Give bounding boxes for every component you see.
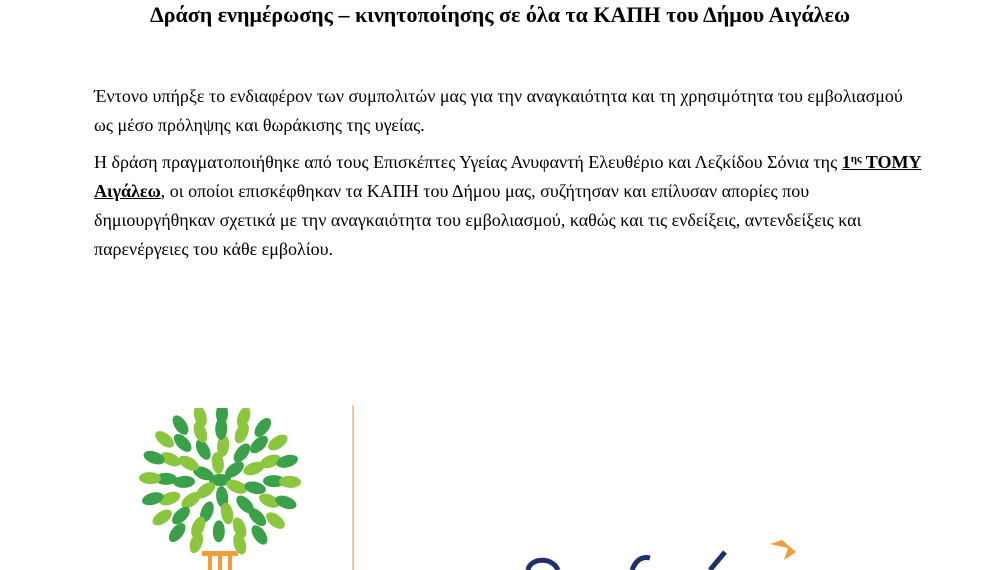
ref-name: ΤΟΜΥ Αιγάλεω bbox=[94, 152, 922, 201]
paragraph-2-rest: , οι οποίοι επισκέφθηκαν τα ΚΑΠΗ του Δήμου μας, συζήτησαν και επίλυσαν απορίες που δημιουργήθηκαν σχετικά με την αναγκαιότητα του εμβολιασμού, καθώς και τις ενδείξεις, αντενδείξεις και παρενέργειες του κάθε εμβολίου. bbox=[94, 181, 862, 259]
tree-logo-icon bbox=[120, 408, 320, 570]
leaf-shape bbox=[150, 506, 175, 528]
ref-superscript: ης bbox=[850, 153, 862, 165]
script-logo-icon bbox=[520, 530, 820, 570]
leaf-shape bbox=[230, 441, 253, 466]
page-title: Δράση ενημέρωσης – κινητοποίησης σε όλα τα ΚΑΠΗ του Δήμου Αιγάλεω bbox=[149, 2, 851, 27]
leaf-shape bbox=[275, 453, 299, 471]
article-body bbox=[94, 82, 924, 272]
leaf-shape bbox=[234, 408, 253, 430]
leaf-shape bbox=[169, 413, 191, 438]
leaf-shape bbox=[263, 509, 288, 532]
ref-number: 1 bbox=[841, 152, 851, 172]
leaf-shape bbox=[142, 448, 167, 467]
logo-divider bbox=[352, 405, 354, 570]
leaf-shape bbox=[152, 428, 177, 451]
paragraph-2 bbox=[94, 148, 924, 264]
paragraph-1: Έντονο υπήρξε το ενδιαφέρον των συμπολιτών μας για την αναγκαιότητα και τη χρησιμότητα του εμβολιασμού ως μέσο πρόληψης και θωράκισης της υγείας. bbox=[94, 86, 903, 135]
leaf-shape bbox=[248, 522, 270, 547]
leaf-shape bbox=[265, 431, 290, 453]
paragraph-2-intro: Η δράση πραγματοποιήθηκε από τους Επισκέπτες Υγείας Ανυφαντή Ελευθέριο και Λεζκίδου Σόνια της bbox=[94, 152, 842, 172]
leaf-shape bbox=[141, 490, 165, 508]
leaf-shape bbox=[213, 520, 225, 542]
column-icon bbox=[202, 551, 238, 570]
leaf-shape bbox=[274, 493, 299, 512]
